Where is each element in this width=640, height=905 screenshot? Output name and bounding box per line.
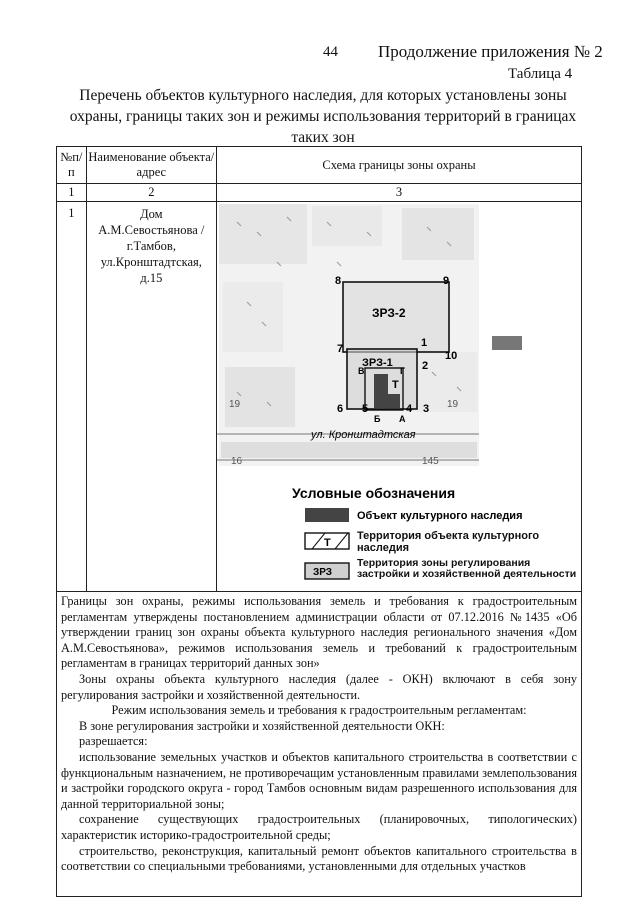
text-paragraph-3: Режим использования земель и требования к градостроительным регламентам: [111, 703, 527, 718]
neighbour-building [492, 336, 522, 350]
parcel-number: 19 [229, 399, 241, 410]
point-label-3: 3 [423, 403, 430, 415]
parcel-number: 19 [447, 399, 459, 410]
text-paragraph-6: использование земельных участков и объектов капитального строительства в соответствии с функциональным назначением, не противоречащим установленным правилами землепользования и застройки городского округа - город Тамбов основным видам разрешенного использования для данной территориальной зоны; [61, 749, 577, 811]
table-label: Таблица 4 [508, 66, 573, 82]
page-number: 44 [323, 44, 338, 60]
row-number: 1 [57, 202, 87, 592]
zone-zrz2-label: ЗРЗ-2 [372, 306, 406, 320]
parcel-number: 16 [231, 456, 243, 467]
text-paragraph-2: Зоны охраны объекта культурного наследия (далее - ОКН) включают в себя зону регулирования застройки и хозяйственной деятельности. [61, 671, 577, 702]
zone-zrz1-label: ЗРЗ-1 [362, 357, 393, 369]
regime-text-row [57, 592, 582, 897]
legend-label-heritage: Объект культурного наследия [357, 510, 523, 522]
appendix-label: Продолжение приложения № 2 [378, 42, 603, 61]
point-label-9: 9 [443, 275, 450, 287]
legend-title: Условные обозначения [292, 485, 456, 501]
zone-scheme-map [217, 202, 581, 587]
col-number-1: 1 [57, 184, 87, 202]
heritage-object-wing [388, 394, 400, 408]
col-header-name: Наименование объекта/адрес [86, 147, 216, 184]
text-paragraph-4: В зоне регулирования застройки и хозяйственной деятельности ОКН: [79, 718, 445, 733]
text-paragraph-7: сохранение существующих градостроительных (планировочных, типологических) характеристик историко-градостроительной среды; [61, 812, 577, 842]
point-label-a: А [399, 414, 406, 424]
parcel-number: 145 [422, 456, 439, 467]
point-label-5: 5 [362, 403, 369, 415]
legend-symbol-territory-text: Т [324, 537, 331, 549]
document-title: Перечень объектов культурного наследия, для которых установлены зоны охраны, границы таких зон и режимы использования территорий в границах таких зон [69, 87, 577, 146]
point-label-8: 8 [335, 275, 342, 287]
legend-label-zrz-wrap [357, 558, 579, 587]
heritage-table [56, 146, 582, 897]
col-header-scheme: Схема границы зоны охраны [217, 147, 582, 184]
legend-symbol-heritage [305, 508, 349, 522]
col-number-2: 2 [86, 184, 216, 202]
point-label-4: 4 [406, 403, 413, 415]
legend-symbol-zrz-text: ЗРЗ [313, 567, 333, 578]
territory-label: Т [392, 379, 399, 391]
point-label-1: 1 [421, 337, 428, 349]
column-number-row [57, 184, 582, 202]
object-name: Дом А.М.Севостьянова /г.Тамбов, ул.Кронштадтская, д.15 [86, 202, 216, 592]
point-label-7: 7 [337, 343, 344, 355]
point-label-10: 10 [445, 350, 458, 362]
col-header-number: №п/п [57, 147, 87, 184]
text-paragraph-1: Границы зон охраны, режимы использования земель и требования к градостроительным регламентам утверждены постановлением администрации области от 07.12.2016 №1435 «Об утверждении границ зон охраны объекта культурного наследия регионального значения «Дом А.М.Севостьянова», режимов использования земель и требований к градостроительным регламентам в границах территорий данных зон» [61, 594, 577, 671]
point-label-g: Г [400, 366, 406, 376]
point-label-v: В [358, 366, 365, 376]
point-label-2: 2 [422, 360, 429, 372]
text-paragraph-5: разрешается: [79, 734, 148, 749]
text-paragraph-8: строительство, реконструкция, капитальный ремонт объектов капитального строительства в соответствии со специальными требованиями, установленными для отдельных участков [61, 843, 577, 874]
point-label-6: 6 [337, 403, 344, 415]
street-label: ул. Кронштадтская [311, 429, 416, 441]
scheme-cell [217, 202, 582, 592]
table-row [57, 202, 582, 592]
table-header-row [57, 147, 582, 184]
legend-label-territory-wrap [357, 530, 557, 560]
heritage-object [374, 374, 388, 408]
legend-label-territory: Территория объекта культурного наследия [357, 530, 540, 554]
legend-label-zrz: Территория зоны регулирования застройки и хозяйственной деятельности [357, 558, 577, 580]
regime-text-cell [57, 592, 582, 897]
col-number-3: 3 [217, 184, 582, 202]
point-label-b: Б [374, 414, 381, 424]
